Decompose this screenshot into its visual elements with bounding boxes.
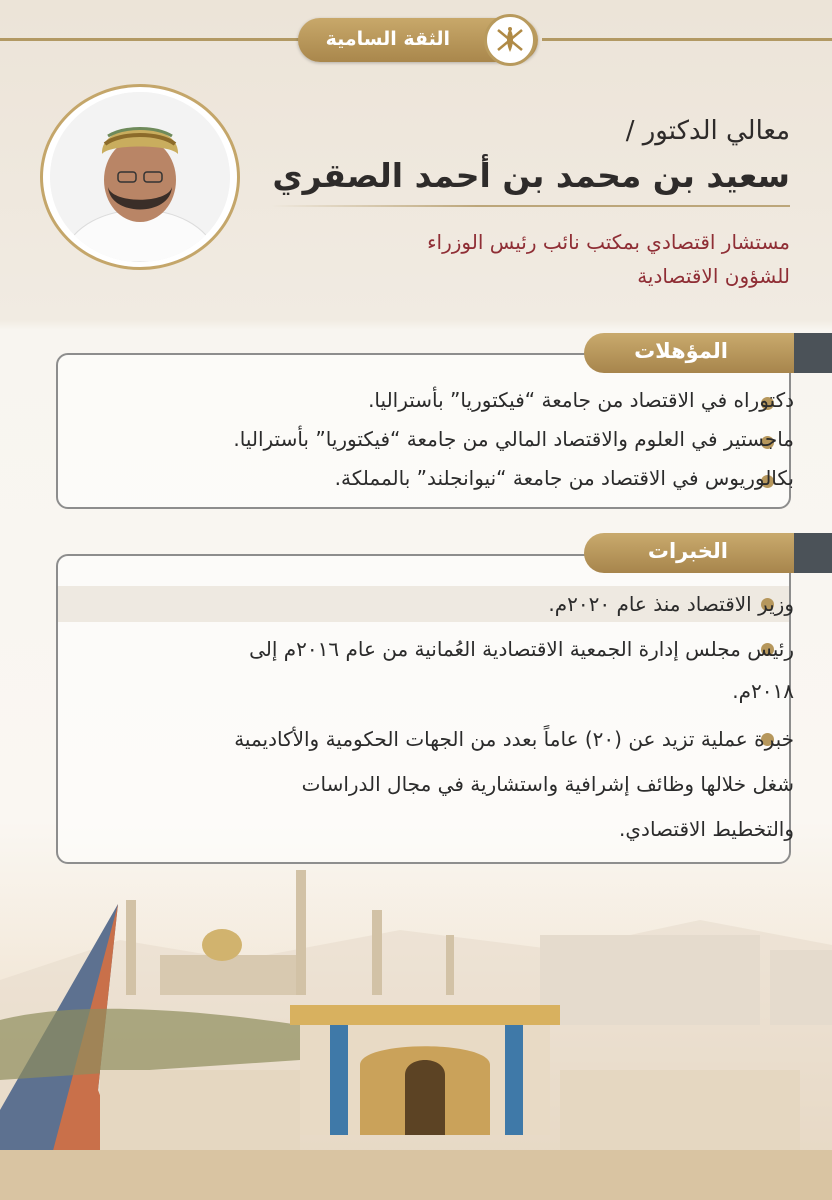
name-divider	[270, 205, 790, 207]
header-rule-right	[542, 38, 832, 41]
experience-item-line: ٢٠١٨م.	[732, 679, 794, 703]
person-name: سعيد بن محمد بن أحمد الصقري	[272, 156, 790, 195]
palace-skyline-illustration	[0, 860, 832, 1200]
experience-heading-tab	[584, 533, 794, 573]
position-title-line-2: للشؤون الاقتصادية	[637, 264, 790, 288]
qualification-item: دكتوراه في الاقتصاد من جامعة “فيكتوريا” بأستراليا.	[368, 388, 794, 412]
position-title-line-1: مستشار اقتصادي بمكتب نائب رئيس الوزراء	[427, 230, 790, 254]
experience-item-line: رئيس مجلس إدارة الجمعية الاقتصادية العُمانية من عام ٢٠١٦م إلى	[249, 637, 794, 661]
experience-item-line: خبرة عملية تزيد عن (٢٠) عاماً بعدد من الجهات الحكومية والأكاديمية	[234, 727, 794, 751]
experience-item-line: والتخطيط الاقتصادي.	[619, 817, 794, 841]
qualifications-heading-tab	[584, 333, 794, 373]
oman-emblem-icon	[484, 14, 536, 66]
header-title: الثقة السامية	[325, 28, 450, 50]
experience-tab-tail	[794, 533, 832, 573]
experience-item-line: شغل خلالها وظائف إشرافية واستشارية في مجال الدراسات	[301, 772, 794, 796]
portrait-photo	[50, 92, 230, 262]
qualifications-heading: المؤهلات	[634, 339, 728, 363]
experience-heading: الخبرات	[647, 539, 728, 563]
header-rule-left	[0, 38, 300, 41]
honorific: معالي الدكتور /	[625, 116, 790, 146]
qualification-item: ماجستير في العلوم والاقتصاد المالي من جامعة “فيكتوريا” بأستراليا.	[233, 427, 794, 451]
qualifications-tab-tail	[794, 333, 832, 373]
experience-item-line: وزير الاقتصاد منذ عام ٢٠٢٠م.	[548, 592, 794, 616]
qualification-item: بكالوريوس في الاقتصاد من جامعة “نيوانجلند” بالمملكة.	[334, 466, 794, 490]
